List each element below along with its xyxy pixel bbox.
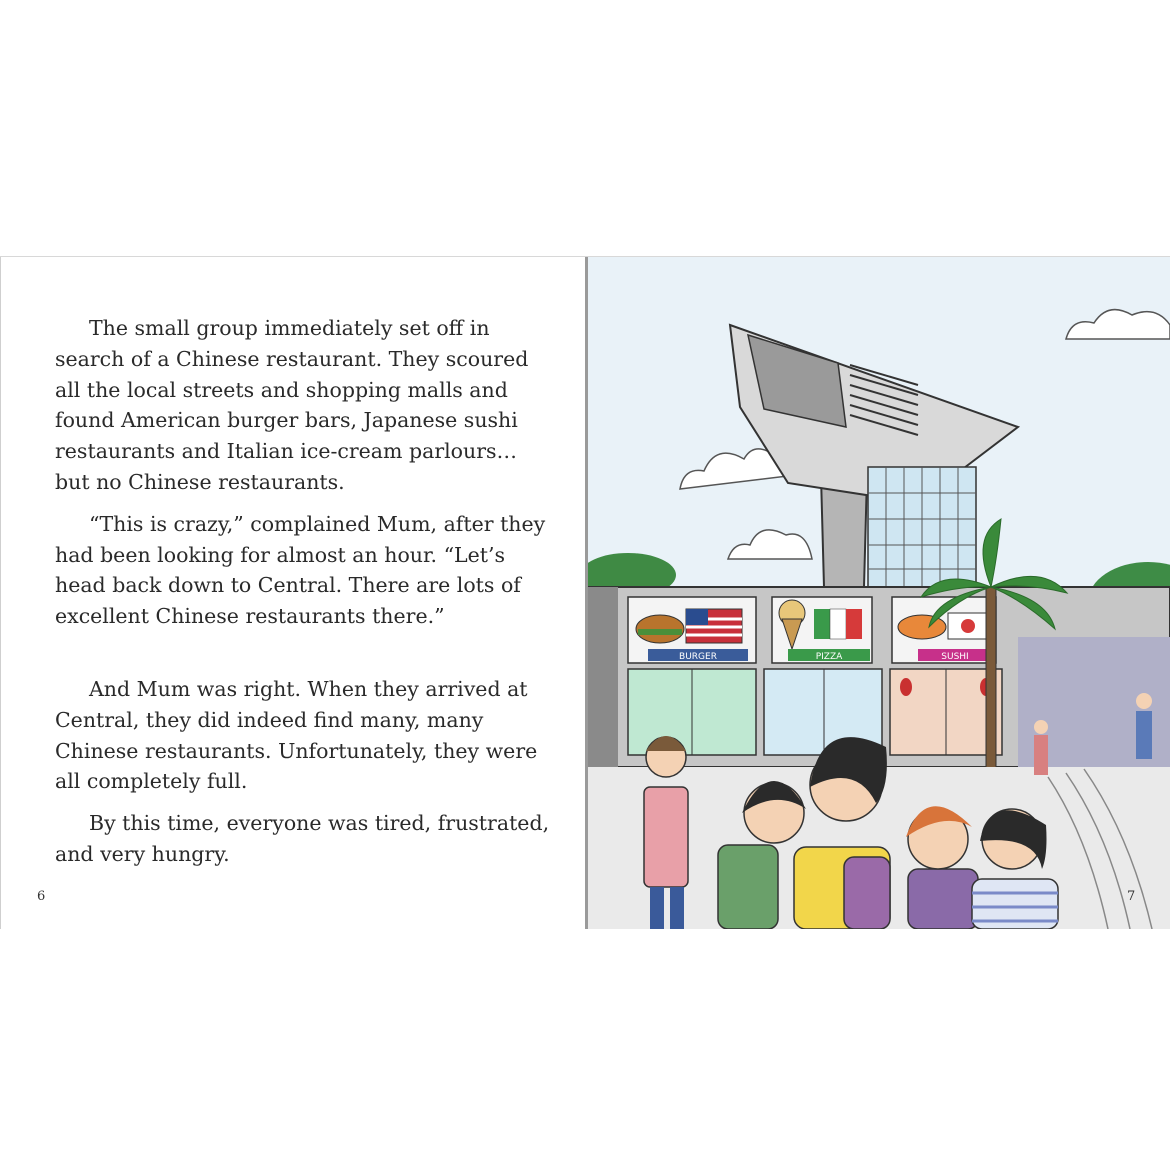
paragraph-2: “This is crazy,” complained Mum, after they had been looking for almost an hour. “Let’s head back down to Central. There are lots of excellent Chinese restaurants there.” <box>55 511 546 629</box>
sushi-icon <box>898 615 946 639</box>
page-number-right: 7 <box>1127 889 1136 904</box>
sushi-sign-text: SUSHI <box>941 652 969 662</box>
lantern <box>900 678 912 696</box>
left-page <box>0 257 586 929</box>
italy-flag-icon <box>814 609 830 639</box>
background-pedestrian <box>1034 720 1048 775</box>
page-number-left: 6 <box>37 889 46 904</box>
mall-column <box>588 587 618 767</box>
paragraph-1: The small group immediately set off in search of a Chinese restaurant. They scoured all the local streets and shopping malls and found American burger bars, Japanese sushi restaurants and Italian ice-cream parlours… but no Chinese restaurants. <box>55 316 529 494</box>
peak-tower-illustration <box>588 257 1170 929</box>
story-text <box>55 313 555 870</box>
pizza-sign-text: PIZZA <box>815 652 843 662</box>
book-spread <box>0 256 1170 929</box>
palm-trunk <box>986 587 996 777</box>
illustration-page <box>588 257 1170 929</box>
background-pedestrian <box>1136 693 1152 759</box>
burger-lettuce <box>638 629 682 635</box>
us-flag-canton <box>686 609 708 625</box>
paragraph-4: By this time, everyone was tired, frustrated, and very hungry. <box>55 811 550 866</box>
paragraph-3: And Mum was right. When they arrived at Central, they did indeed find many, many Chinese restaurants. Unfortunately, they were all completely full. <box>55 676 538 794</box>
burger-sign-text: BURGER <box>679 652 717 662</box>
